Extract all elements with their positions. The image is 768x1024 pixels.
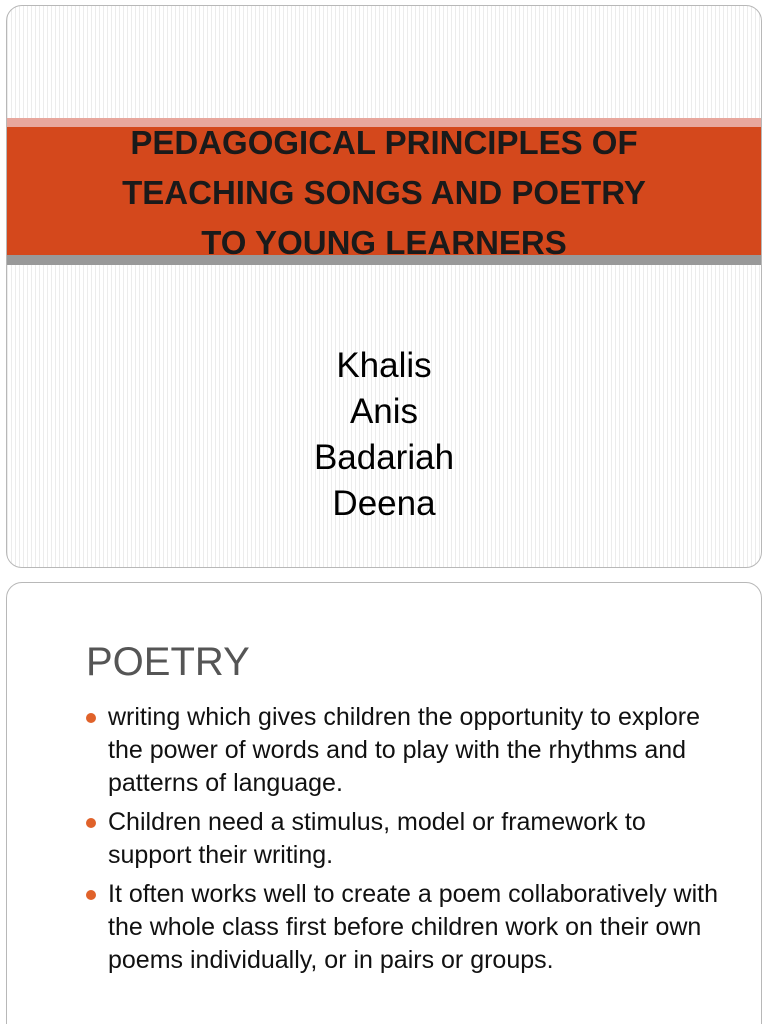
title-line-3: TO YOUNG LEARNERS <box>201 224 567 261</box>
bullet-text: Children need a stimulus, model or framework to support their writing. <box>108 808 646 869</box>
author-name: Anis <box>349 392 419 431</box>
bullet-item <box>86 701 726 800</box>
author-name: Deena <box>332 484 436 523</box>
bullet-dot-icon <box>86 713 96 723</box>
poetry-slide <box>6 582 762 1024</box>
author-list <box>7 343 761 527</box>
bullet-item <box>86 878 726 977</box>
bullet-text: It often works well to create a poem collaboratively with the whole class first before children work on their own poems individually, or in pairs or groups. <box>108 880 718 974</box>
bullet-dot-icon <box>86 818 96 828</box>
author-name: Khalis <box>336 346 432 385</box>
bullet-list <box>86 701 726 983</box>
title-line-1: PEDAGOGICAL PRINCIPLES OF <box>130 124 638 161</box>
title-band <box>7 118 761 266</box>
slide-heading: POETRY <box>86 640 250 684</box>
bullet-item <box>86 806 726 872</box>
author-name: Badariah <box>313 438 455 477</box>
title-slide <box>6 5 762 568</box>
bullet-text: writing which gives children the opportunity to explore the power of words and to play with the rhythms and patterns of language. <box>108 703 700 797</box>
title-line-2: TEACHING SONGS AND POETRY <box>122 174 646 211</box>
bullet-dot-icon <box>86 890 96 900</box>
presentation-title <box>7 118 761 268</box>
